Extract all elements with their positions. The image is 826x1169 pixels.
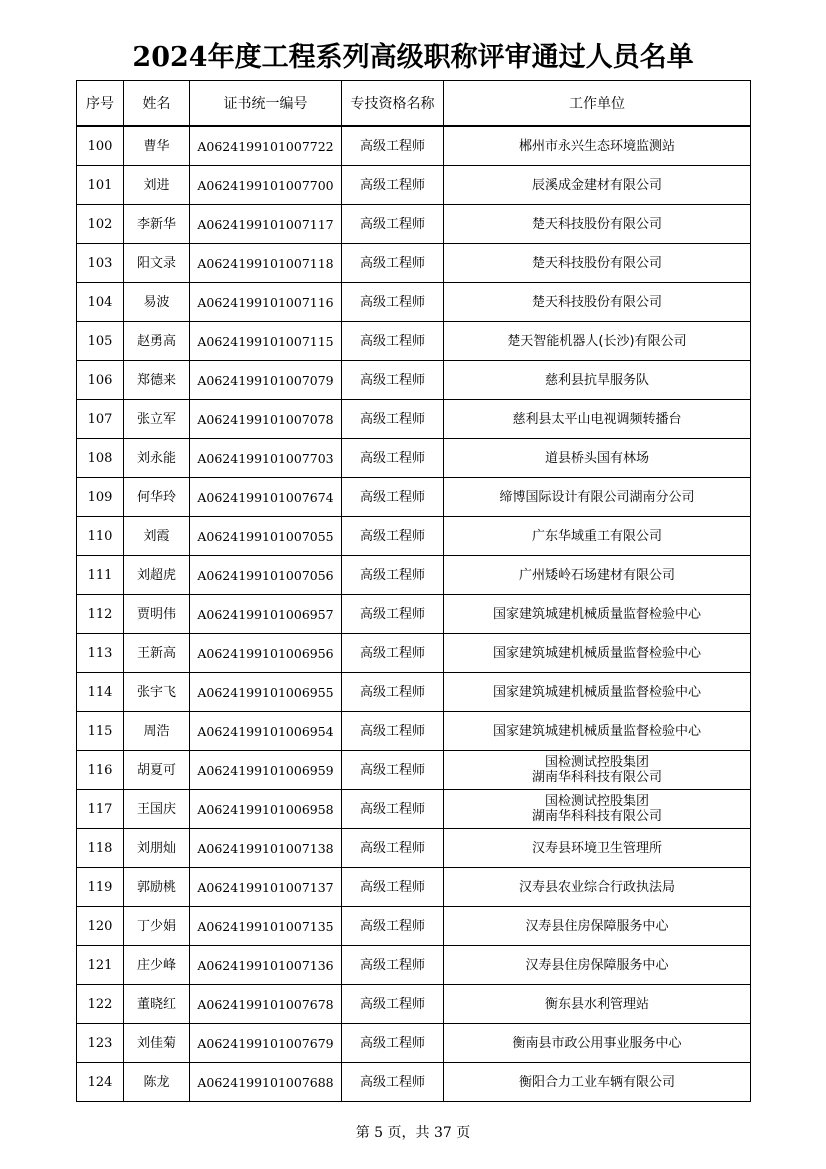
table-row xyxy=(77,205,751,244)
table-row xyxy=(77,790,751,829)
name-cell: 张宇飞 xyxy=(124,673,190,712)
cert-cell: A0624199101007055 xyxy=(190,517,342,556)
table-row xyxy=(77,907,751,946)
name-cell: 贾明伟 xyxy=(124,595,190,634)
table-row xyxy=(77,712,751,751)
cert-cell: A0624199101006955 xyxy=(190,673,342,712)
qualification-cell: 高级工程师 xyxy=(342,751,444,790)
table-row xyxy=(77,322,751,361)
table-row xyxy=(77,283,751,322)
qualification-cell: 高级工程师 xyxy=(342,868,444,907)
seq-cell: 103 xyxy=(77,244,124,283)
cert-cell: A0624199101007056 xyxy=(190,556,342,595)
table-row xyxy=(77,517,751,556)
name-cell: 张立军 xyxy=(124,400,190,439)
qualification-cell: 高级工程师 xyxy=(342,556,444,595)
table-row xyxy=(77,1063,751,1102)
seq-cell: 107 xyxy=(77,400,124,439)
unit-line-2: 湖南华科科技有限公司 xyxy=(531,770,662,785)
table-row xyxy=(77,1024,751,1063)
seq-cell: 121 xyxy=(77,946,124,985)
qualification-cell: 高级工程师 xyxy=(342,946,444,985)
name-cell: 王国庆 xyxy=(124,790,190,829)
seq-cell: 106 xyxy=(77,361,124,400)
cert-cell: A0624199101007138 xyxy=(190,829,342,868)
page-title: 2024年度工程系列高级职称评审通过人员名单 xyxy=(132,42,694,73)
unit-cell: 辰溪成金建材有限公司 xyxy=(444,166,751,205)
seq-cell: 116 xyxy=(77,751,124,790)
qualification-cell: 高级工程师 xyxy=(342,985,444,1024)
table-row xyxy=(77,400,751,439)
unit-cell: 广州矮岭石场建材有限公司 xyxy=(444,556,751,595)
table-row xyxy=(77,868,751,907)
seq-cell: 124 xyxy=(77,1063,124,1102)
unit-cell: 缔博国际设计有限公司湖南分公司 xyxy=(444,478,751,517)
table-row xyxy=(77,556,751,595)
column-header-name: 姓名 xyxy=(124,81,190,127)
qualification-cell: 高级工程师 xyxy=(342,244,444,283)
unit-cell: 楚天智能机器人(长沙)有限公司 xyxy=(444,322,751,361)
table-row xyxy=(77,166,751,205)
qualification-cell: 高级工程师 xyxy=(342,322,444,361)
name-cell: 刘霞 xyxy=(124,517,190,556)
qualification-cell: 高级工程师 xyxy=(342,517,444,556)
cert-cell: A0624199101007117 xyxy=(190,205,342,244)
unit-cell: 国家建筑城建机械质量监督检验中心 xyxy=(444,595,751,634)
name-cell: 周浩 xyxy=(124,712,190,751)
unit-cell: 慈利县抗旱服务队 xyxy=(444,361,751,400)
table-row xyxy=(77,244,751,283)
unit-cell: 国家建筑城建机械质量监督检验中心 xyxy=(444,712,751,751)
unit-cell: 楚天科技股份有限公司 xyxy=(444,244,751,283)
seq-cell: 108 xyxy=(77,439,124,478)
qualification-cell: 高级工程师 xyxy=(342,1063,444,1102)
cert-cell: A0624199101006954 xyxy=(190,712,342,751)
qualification-cell: 高级工程师 xyxy=(342,126,444,166)
seq-cell: 119 xyxy=(77,868,124,907)
name-cell: 何华玲 xyxy=(124,478,190,517)
column-header-cert: 证书统一编号 xyxy=(190,81,342,127)
name-cell: 刘进 xyxy=(124,166,190,205)
cert-cell: A0624199101006959 xyxy=(190,751,342,790)
name-cell: 丁少娟 xyxy=(124,907,190,946)
cert-cell: A0624199101007116 xyxy=(190,283,342,322)
qualification-cell: 高级工程师 xyxy=(342,907,444,946)
name-cell: 刘朋灿 xyxy=(124,829,190,868)
seq-cell: 101 xyxy=(77,166,124,205)
table-row xyxy=(77,478,751,517)
qualification-cell: 高级工程师 xyxy=(342,712,444,751)
unit-cell: 慈利县太平山电视调频转播台 xyxy=(444,400,751,439)
unit-cell: 郴州市永兴生态环境监测站 xyxy=(444,126,751,166)
unit-line-1: 国检测试控股集团 xyxy=(544,794,649,809)
unit-cell: 衡东县水利管理站 xyxy=(444,985,751,1024)
cert-cell: A0624199101007115 xyxy=(190,322,342,361)
cert-cell: A0624199101007700 xyxy=(190,166,342,205)
name-cell: 董晓红 xyxy=(124,985,190,1024)
name-cell: 刘超虎 xyxy=(124,556,190,595)
qualification-cell: 高级工程师 xyxy=(342,439,444,478)
table-row xyxy=(77,439,751,478)
cert-cell: A0624199101007674 xyxy=(190,478,342,517)
unit-line-1: 国检测试控股集团 xyxy=(544,755,649,770)
name-cell: 胡夏可 xyxy=(124,751,190,790)
seq-cell: 112 xyxy=(77,595,124,634)
qualification-cell: 高级工程师 xyxy=(342,634,444,673)
seq-cell: 100 xyxy=(77,126,124,166)
qualification-cell: 高级工程师 xyxy=(342,673,444,712)
table-row xyxy=(77,751,751,790)
seq-cell: 111 xyxy=(77,556,124,595)
table-header-row xyxy=(77,81,751,127)
name-cell: 刘佳菊 xyxy=(124,1024,190,1063)
name-cell: 郭励桃 xyxy=(124,868,190,907)
name-cell: 李新华 xyxy=(124,205,190,244)
qualification-cell: 高级工程师 xyxy=(342,1024,444,1063)
unit-cell xyxy=(444,790,751,829)
unit-cell: 广东华域重工有限公司 xyxy=(444,517,751,556)
seq-cell: 102 xyxy=(77,205,124,244)
qualification-cell: 高级工程师 xyxy=(342,829,444,868)
unit-cell: 汉寿县住房保障服务中心 xyxy=(444,907,751,946)
seq-cell: 115 xyxy=(77,712,124,751)
cert-cell: A0624199101007079 xyxy=(190,361,342,400)
name-cell: 王新高 xyxy=(124,634,190,673)
name-cell: 陈龙 xyxy=(124,1063,190,1102)
name-cell: 赵勇高 xyxy=(124,322,190,361)
table-row xyxy=(77,985,751,1024)
unit-cell: 道县桥头国有林场 xyxy=(444,439,751,478)
name-cell: 曹华 xyxy=(124,126,190,166)
name-cell: 阳文录 xyxy=(124,244,190,283)
cert-cell: A0624199101007688 xyxy=(190,1063,342,1102)
cert-cell: A0624199101007135 xyxy=(190,907,342,946)
unit-cell: 衡南县市政公用事业服务中心 xyxy=(444,1024,751,1063)
table-row xyxy=(77,126,751,166)
name-cell: 易波 xyxy=(124,283,190,322)
cert-cell: A0624199101006956 xyxy=(190,634,342,673)
unit-cell: 楚天科技股份有限公司 xyxy=(444,205,751,244)
seq-cell: 113 xyxy=(77,634,124,673)
table-row xyxy=(77,829,751,868)
cert-cell: A0624199101007078 xyxy=(190,400,342,439)
qualification-cell: 高级工程师 xyxy=(342,283,444,322)
roster-table xyxy=(76,80,751,1102)
unit-cell xyxy=(444,751,751,790)
seq-cell: 104 xyxy=(77,283,124,322)
table-row xyxy=(77,673,751,712)
seq-cell: 110 xyxy=(77,517,124,556)
seq-cell: 105 xyxy=(77,322,124,361)
cert-cell: A0624199101007137 xyxy=(190,868,342,907)
column-header-unit: 工作单位 xyxy=(444,81,751,127)
unit-cell: 汉寿县农业综合行政执法局 xyxy=(444,868,751,907)
cert-cell: A0624199101007703 xyxy=(190,439,342,478)
cert-cell: A0624199101007118 xyxy=(190,244,342,283)
unit-cell: 汉寿县住房保障服务中心 xyxy=(444,946,751,985)
table-row xyxy=(77,634,751,673)
unit-cell: 汉寿县环境卫生管理所 xyxy=(444,829,751,868)
seq-cell: 109 xyxy=(77,478,124,517)
column-header-seq: 序号 xyxy=(77,81,124,127)
unit-cell: 楚天科技股份有限公司 xyxy=(444,283,751,322)
table-row xyxy=(77,361,751,400)
column-header-qualification: 专技资格名称 xyxy=(342,81,444,127)
table-row xyxy=(77,946,751,985)
seq-cell: 117 xyxy=(77,790,124,829)
unit-cell: 国家建筑城建机械质量监督检验中心 xyxy=(444,673,751,712)
seq-cell: 120 xyxy=(77,907,124,946)
unit-line-2: 湖南华科科技有限公司 xyxy=(531,809,662,824)
name-cell: 郑德来 xyxy=(124,361,190,400)
qualification-cell: 高级工程师 xyxy=(342,790,444,829)
cert-cell: A0624199101007678 xyxy=(190,985,342,1024)
name-cell: 庄少峰 xyxy=(124,946,190,985)
name-cell: 刘永能 xyxy=(124,439,190,478)
cert-cell: A0624199101007679 xyxy=(190,1024,342,1063)
qualification-cell: 高级工程师 xyxy=(342,166,444,205)
cert-cell: A0624199101006957 xyxy=(190,595,342,634)
seq-cell: 114 xyxy=(77,673,124,712)
qualification-cell: 高级工程师 xyxy=(342,478,444,517)
unit-cell: 衡阳合力工业车辆有限公司 xyxy=(444,1063,751,1102)
qualification-cell: 高级工程师 xyxy=(342,400,444,439)
cert-cell: A0624199101007136 xyxy=(190,946,342,985)
qualification-cell: 高级工程师 xyxy=(342,361,444,400)
table-row xyxy=(77,595,751,634)
unit-cell: 国家建筑城建机械质量监督检验中心 xyxy=(444,634,751,673)
seq-cell: 123 xyxy=(77,1024,124,1063)
page-footer: 第 5 页，共 37 页 xyxy=(355,1125,471,1141)
cert-cell: A0624199101006958 xyxy=(190,790,342,829)
qualification-cell: 高级工程师 xyxy=(342,205,444,244)
qualification-cell: 高级工程师 xyxy=(342,595,444,634)
seq-cell: 118 xyxy=(77,829,124,868)
cert-cell: A0624199101007722 xyxy=(190,126,342,166)
seq-cell: 122 xyxy=(77,985,124,1024)
